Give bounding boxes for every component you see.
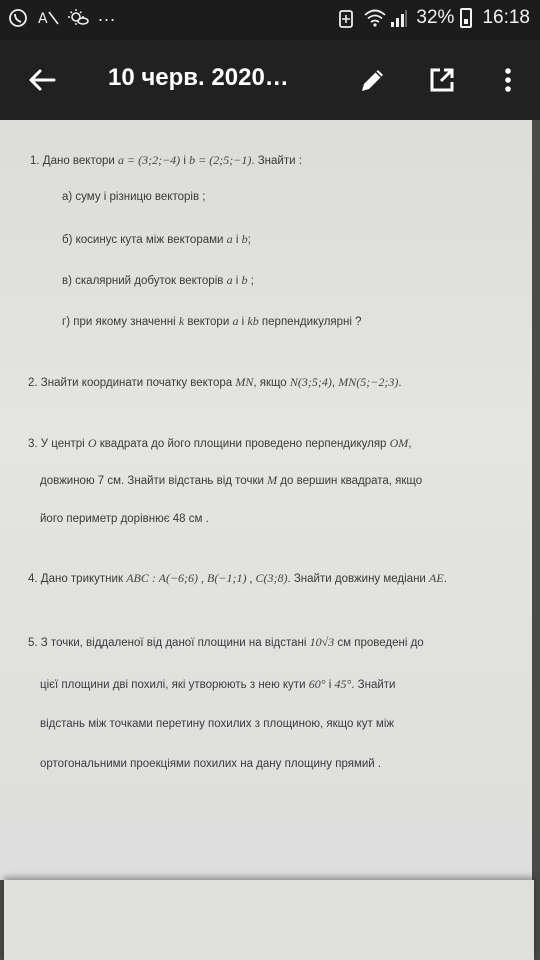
translate-icon — [38, 8, 58, 28]
q3-line: 3. У центрі O квадрата до його площини проведено перпендикуляр OM, — [28, 436, 412, 450]
clock: 16:18 — [482, 7, 530, 28]
q3c-line: його периметр дорівнює 48 см . — [40, 513, 209, 525]
status-left-icons — [8, 4, 117, 28]
app-bar — [0, 40, 540, 120]
more-vert-icon[interactable] — [490, 62, 526, 98]
open-external-icon[interactable] — [424, 62, 460, 98]
viber-icon — [8, 8, 28, 28]
back-arrow-icon[interactable] — [24, 62, 60, 98]
q1a-line: а) суму і різницю векторів ; — [62, 191, 206, 203]
svg-text:A: A — [38, 11, 48, 27]
q1-line: 1. Дано вектори a = (3;2;−4) і b = (2;5;−1). Знайти : — [30, 153, 302, 167]
photo-page — [0, 120, 532, 880]
wifi-icon — [364, 8, 384, 28]
page-title: 10 черв. 2020… — [108, 64, 289, 91]
q5c-line: відстань між точками перетину похилих з площиною, якщо кут між — [40, 718, 395, 730]
q5d-line: ортогональними проекціями похилих на дану площину прямий . — [40, 758, 382, 770]
q2-line: 2. Знайти координати початку вектора MN, якщо N(3;5;4), MN(5;−2;3). — [28, 375, 402, 389]
next-page-edge — [4, 880, 534, 960]
status-right-icons — [338, 7, 530, 29]
q1d-line: г) при якому значенні k вектори a і kb перпендикулярні ? — [62, 314, 362, 328]
battery-icon — [460, 8, 472, 28]
q5-line: 5. З точки, віддаленої від даної площини на відстані 10√3 см проведені до — [28, 635, 424, 649]
q1b-line: б) косинус кута між векторами a і b; — [62, 232, 251, 246]
edit-pencil-icon[interactable] — [355, 62, 391, 98]
q4-line: 4. Дано трикутник ABC : A(−6;6) , B(−1;1) , C(3;8). Знайти довжину медіани AE. — [28, 571, 447, 585]
document-viewer[interactable] — [0, 120, 540, 960]
q1c-line: в) скалярний добуток векторів a і b ; — [62, 273, 254, 287]
document-text — [0, 120, 532, 880]
signal-icon — [390, 8, 410, 28]
weather-icon — [68, 8, 88, 28]
q5b-line: цієї площини дві похилі, які утворюють з нею кути 60° і 45°. Знайти — [40, 677, 396, 691]
status-bar — [0, 0, 540, 40]
battery-saver-icon — [338, 8, 358, 28]
more-notifications: ... — [98, 4, 117, 25]
battery-percent: 32% — [416, 7, 455, 28]
q3b-line: довжиною 7 см. Знайти відстань від точки M до вершин квадрата, якщо — [40, 473, 423, 487]
